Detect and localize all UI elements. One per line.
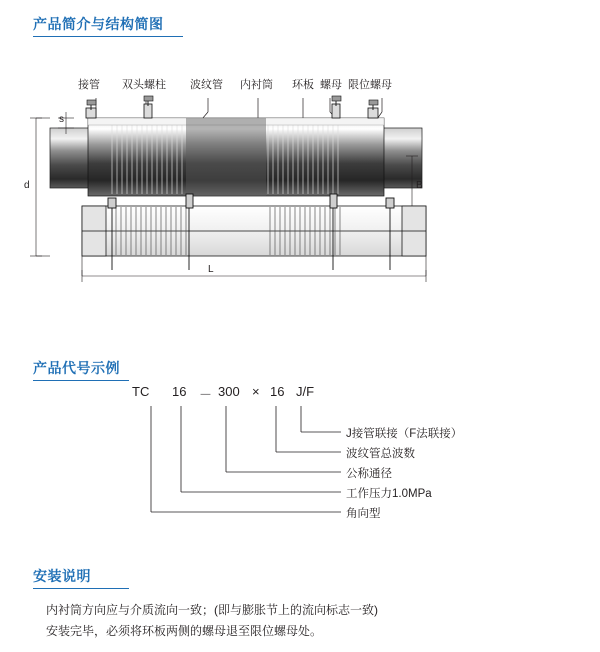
section-title-structure: 产品简介与结构简图	[33, 16, 164, 32]
dimension-label-L: L	[208, 264, 214, 275]
installation-notes	[46, 600, 566, 642]
product-code-diagram	[0, 380, 600, 540]
callout-label-1: 双头螺柱	[122, 79, 166, 91]
code-token-type: TC	[132, 384, 150, 399]
section-title-install: 安装说明	[33, 568, 91, 584]
code-desc-waves: 波纹管总波数	[346, 448, 415, 460]
code-token-multiply: ×	[252, 384, 260, 399]
callout-label-2: 波纹管	[190, 79, 223, 91]
callout-label-3: 内衬筒	[240, 79, 273, 91]
code-desc-pressure: 工作压力1.0MPa	[346, 488, 432, 500]
dimension-label-B: B	[416, 180, 423, 191]
structure-diagram-svg	[0, 60, 600, 290]
section-underline-structure	[33, 36, 183, 37]
code-desc-type: 角向型	[346, 508, 381, 520]
code-token-diameter: 300	[218, 384, 240, 399]
code-desc-diameter: 公称通径	[346, 468, 392, 480]
callout-label-5: 螺母	[320, 79, 342, 91]
dimension-label-s: s	[59, 114, 64, 125]
code-token-connection: J/F	[296, 384, 315, 399]
callout-label-4: 环板	[292, 79, 314, 91]
section-underline-install	[33, 588, 129, 589]
code-token-dash: －	[199, 387, 213, 402]
callout-label-0: 接管	[78, 79, 100, 91]
callout-label-6: 限位螺母	[348, 79, 392, 91]
structure-diagram	[0, 60, 600, 290]
code-desc-connection: J接管联接（F法联接）	[346, 428, 463, 440]
dimension-label-d: d	[24, 180, 30, 191]
section-title-code: 产品代号示例	[33, 360, 120, 376]
product-code-leader-lines	[0, 380, 600, 540]
code-token-pressure: 16	[172, 384, 187, 399]
code-token-waves: 16	[270, 384, 285, 399]
installation-note-line-1: 内衬筒方向应与介质流向一致；(即与膨胀节上的流向标志一致)	[46, 603, 378, 617]
installation-note-line-2: 安装完毕，必须将环板两侧的螺母退至限位螺母处。	[46, 624, 323, 638]
